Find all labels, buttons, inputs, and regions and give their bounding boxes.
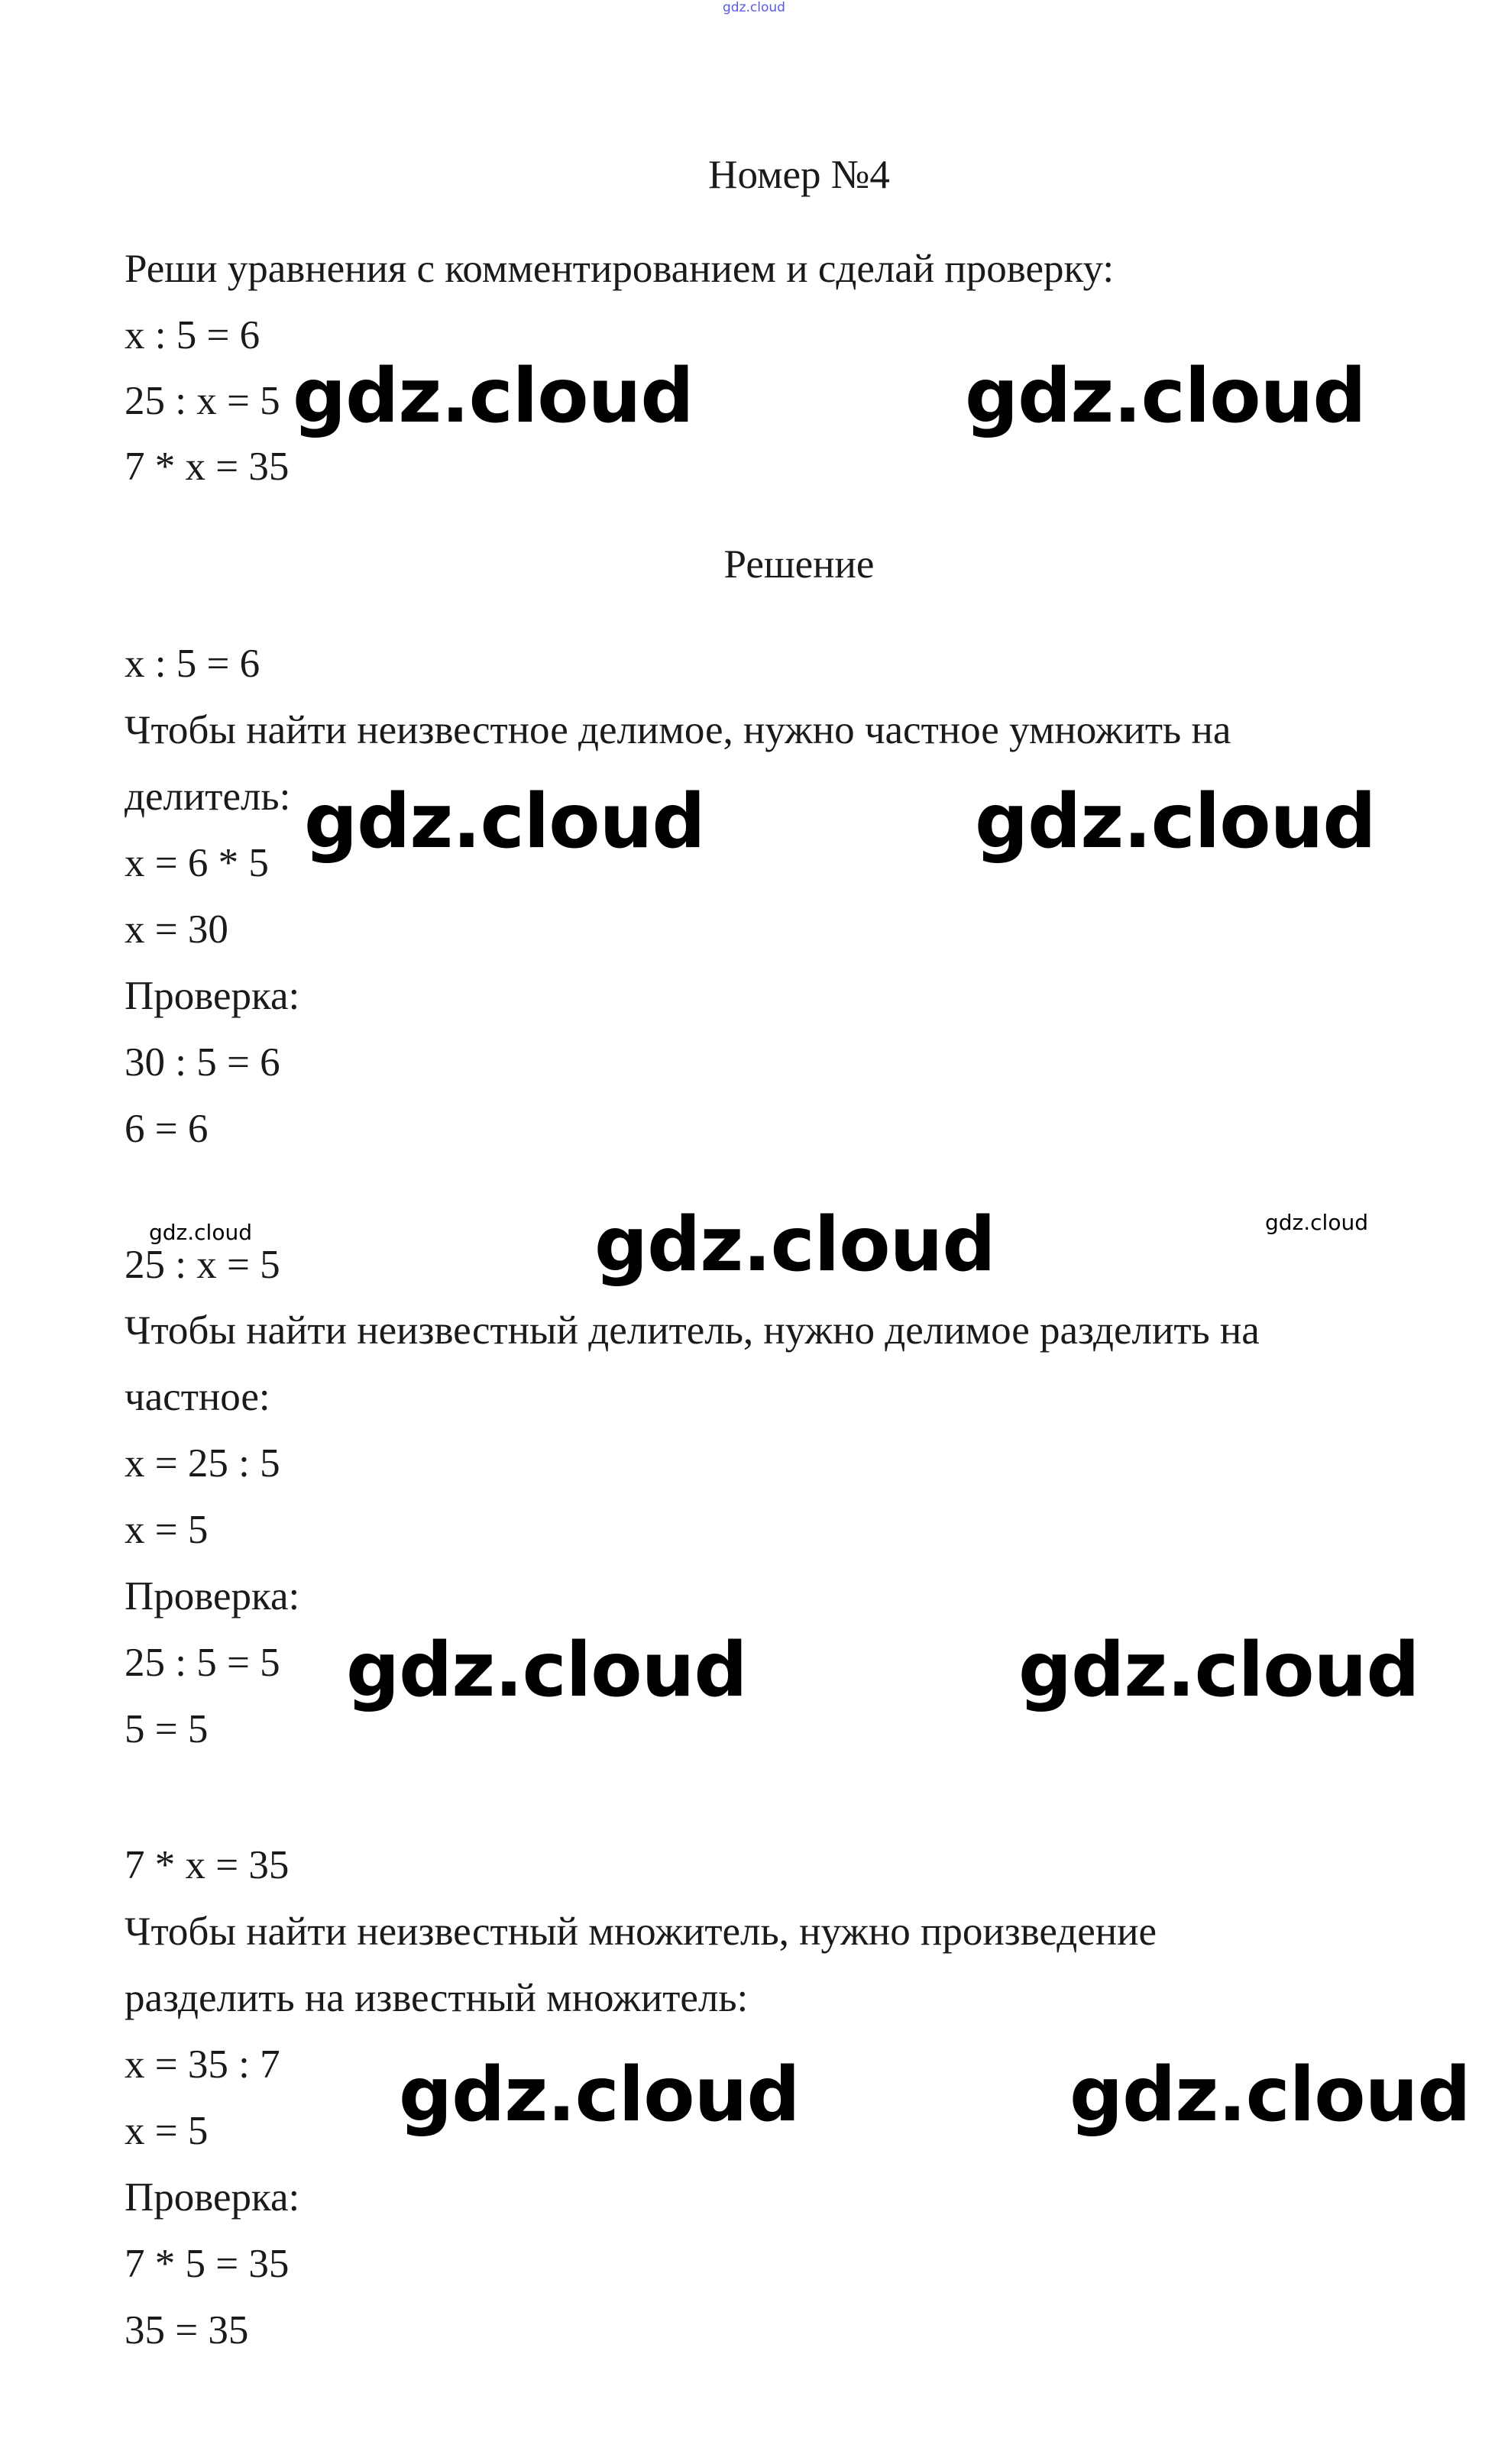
task-equation-2: 25 : x = 5 bbox=[125, 379, 280, 423]
part2-rule-line1: Чтобы найти неизвестный делитель, нужно делимое разделить на bbox=[125, 1308, 1260, 1353]
part2-check1: 25 : 5 = 5 bbox=[125, 1641, 280, 1685]
part1-check1: 30 : 5 = 6 bbox=[125, 1040, 280, 1085]
part1-equation: x : 5 = 6 bbox=[125, 642, 261, 686]
part2-step2: x = 5 bbox=[125, 1508, 209, 1552]
watermark-1: gdz.cloud bbox=[293, 353, 694, 440]
part1-step2: x = 30 bbox=[125, 907, 228, 952]
task-prompt: Реши уравнения с комментированием и сделай проверку: bbox=[125, 247, 1115, 291]
watermark-8: gdz.cloud bbox=[399, 2052, 800, 2139]
watermark-2: gdz.cloud bbox=[965, 353, 1366, 440]
part3-equation: 7 * x = 35 bbox=[125, 1843, 290, 1887]
task-equation-1: x : 5 = 6 bbox=[125, 313, 261, 357]
solution-heading: Решение bbox=[723, 542, 875, 587]
part1-check2: 6 = 6 bbox=[125, 1107, 209, 1151]
part2-check2: 5 = 5 bbox=[125, 1707, 209, 1751]
top-watermark: gdz.cloud bbox=[723, 0, 785, 15]
part2-step1: x = 25 : 5 bbox=[125, 1441, 280, 1486]
watermark-7: gdz.cloud bbox=[1018, 1627, 1419, 1714]
watermark-3: gdz.cloud bbox=[304, 778, 705, 865]
watermark-5: gdz.cloud bbox=[594, 1201, 995, 1289]
watermark-small-1: gdz.cloud bbox=[149, 1220, 252, 1245]
watermark-6: gdz.cloud bbox=[346, 1627, 747, 1714]
part2-check-label: Проверка: bbox=[125, 1574, 300, 1618]
part3-check-label: Проверка: bbox=[125, 2175, 300, 2220]
part1-step1: x = 6 * 5 bbox=[125, 841, 269, 885]
part3-rule-line2: разделить на известный множитель: bbox=[125, 1976, 749, 2020]
part1-rule-line1: Чтобы найти неизвестное делимое, нужно частное умножить на bbox=[125, 708, 1231, 752]
watermark-small-2: gdz.cloud bbox=[1265, 1210, 1368, 1235]
part3-rule-line1: Чтобы найти неизвестный множитель, нужно произведение bbox=[125, 1909, 1157, 1954]
part1-check-label: Проверка: bbox=[125, 974, 300, 1018]
part2-rule-line2: частное: bbox=[125, 1375, 270, 1419]
task-equation-3: 7 * x = 35 bbox=[125, 445, 290, 489]
part3-step1: x = 35 : 7 bbox=[125, 2042, 280, 2087]
part3-check2: 35 = 35 bbox=[125, 2308, 249, 2352]
watermark-9: gdz.cloud bbox=[1070, 2052, 1471, 2139]
part3-step2: x = 5 bbox=[125, 2109, 209, 2153]
part2-equation: 25 : x = 5 bbox=[125, 1243, 280, 1287]
watermark-4: gdz.cloud bbox=[975, 778, 1376, 865]
page-title: Номер №4 bbox=[708, 153, 890, 197]
part1-rule-line2: делитель: bbox=[125, 774, 291, 819]
part3-check1: 7 * 5 = 35 bbox=[125, 2242, 290, 2286]
